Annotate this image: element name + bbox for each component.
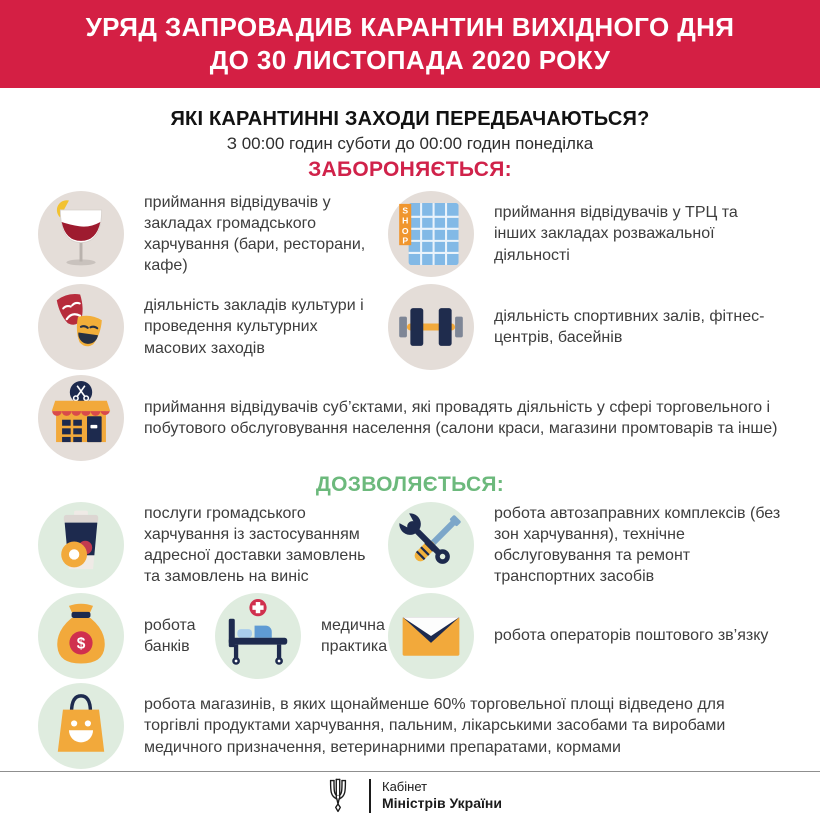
item-label: робота магазинів, в яких щонайменше 60% торговельної площі відведено для торгівлі продуктами харчування, пальним, лікарськими засобами та виробами медичного призначення, ветеринарними препаратами, кормами — [144, 696, 726, 756]
shopping-bag-icon — [38, 683, 124, 769]
list-item — [38, 284, 388, 370]
icon-circle — [388, 593, 474, 679]
prohibited-row-1 — [38, 191, 782, 277]
list-item — [38, 502, 388, 588]
trident-coat-of-arms-icon — [318, 773, 358, 819]
svg-text:H: H — [402, 215, 409, 226]
item-label: медична практика — [321, 616, 388, 655]
svg-text:S: S — [402, 205, 409, 216]
header-title-line1: УРЯД ЗАПРОВАДИВ КАРАНТИН ВИХІДНОГО ДНЯ — [85, 11, 735, 42]
icon-circle — [38, 284, 124, 370]
icon-circle — [38, 375, 124, 461]
svg-text:$: $ — [76, 635, 86, 653]
wine-glass-icon — [38, 191, 124, 277]
footer — [0, 771, 820, 820]
list-item — [38, 683, 782, 769]
theater-masks-icon — [38, 284, 124, 370]
allowed-row-2 — [38, 593, 782, 679]
icon-circle — [38, 191, 124, 277]
item-label: приймання відвідувачів у ТРЦ та інших закладах розважальної діяльності — [494, 204, 738, 264]
icon-circle — [388, 191, 474, 277]
shopping-mall-icon — [388, 191, 474, 277]
svg-text:P: P — [402, 235, 409, 246]
icon-circle — [38, 502, 124, 588]
footer-logo-group — [318, 773, 502, 819]
list-item — [215, 593, 388, 679]
allowed-row-1 — [38, 502, 782, 588]
allowed-row-3 — [38, 683, 782, 769]
footer-divider — [369, 779, 371, 813]
header-banner — [0, 0, 820, 88]
list-item — [38, 191, 388, 277]
page-subtitle: З 00:00 годин суботи до 00:00 годин понеділка — [226, 134, 594, 153]
page-title: ЯКІ КАРАНТИННІ ЗАХОДИ ПЕРЕДБАЧАЮТЬСЯ? — [170, 108, 650, 130]
footer-org-line1: Кабінет — [382, 779, 428, 795]
header-title-line2: ДО 30 ЛИСТОПАДА 2020 РОКУ — [209, 45, 611, 75]
item-label: діяльність спортивних залів, фітнес-центрів, басейнів — [494, 307, 765, 346]
item-label: приймання відвідувачів у закладах громадського харчування (бари, ресторани, кафе) — [144, 193, 366, 275]
list-item — [38, 593, 215, 679]
item-label: робота автозаправних комплексів (без зон харчування), технічне обслуговування та ремонт транспортних засобів — [494, 504, 781, 586]
list-item — [388, 191, 782, 277]
svg-text:O: O — [401, 226, 409, 236]
icon-circle — [215, 593, 301, 679]
icon-circle — [388, 502, 474, 588]
takeaway-coffee-icon — [38, 502, 124, 588]
list-item — [388, 593, 782, 679]
list-item — [388, 284, 782, 370]
icon-circle — [388, 284, 474, 370]
item-label: діяльність закладів культури і проведення культурних масових заходів — [144, 297, 364, 357]
prohibited-heading: ЗАБОРОНЯЄТЬСЯ: — [308, 158, 512, 181]
repair-tools-icon — [388, 502, 474, 588]
item-label: робота банків — [144, 616, 196, 655]
envelope-icon — [388, 593, 474, 679]
list-item — [38, 375, 782, 461]
money-bag-icon — [38, 593, 124, 679]
footer-org-name — [382, 779, 502, 813]
prohibited-row-2 — [38, 284, 782, 370]
item-label: робота операторів поштового зв’язку — [494, 627, 769, 645]
medical-bed-icon — [215, 593, 301, 679]
store-icon — [38, 375, 124, 461]
icon-circle — [38, 593, 124, 679]
icon-circle — [38, 683, 124, 769]
footer-org-line2: Міністрів України — [382, 795, 502, 812]
dumbbell-icon — [388, 284, 474, 370]
item-label: послуги громадського харчування із застосуванням адресної доставки замовлень та замовлень на виніс — [144, 504, 366, 586]
list-item — [388, 502, 782, 588]
content-area — [0, 88, 820, 771]
allowed-heading: ДОЗВОЛЯЄТЬСЯ: — [315, 473, 505, 496]
item-label: приймання відвідувачів суб’єктами, які провадять діяльність у сфері торговельного і побутового обслуговування населення (салони краси, магазини промтоварів та інше) — [144, 398, 778, 437]
prohibited-row-3 — [38, 375, 782, 461]
